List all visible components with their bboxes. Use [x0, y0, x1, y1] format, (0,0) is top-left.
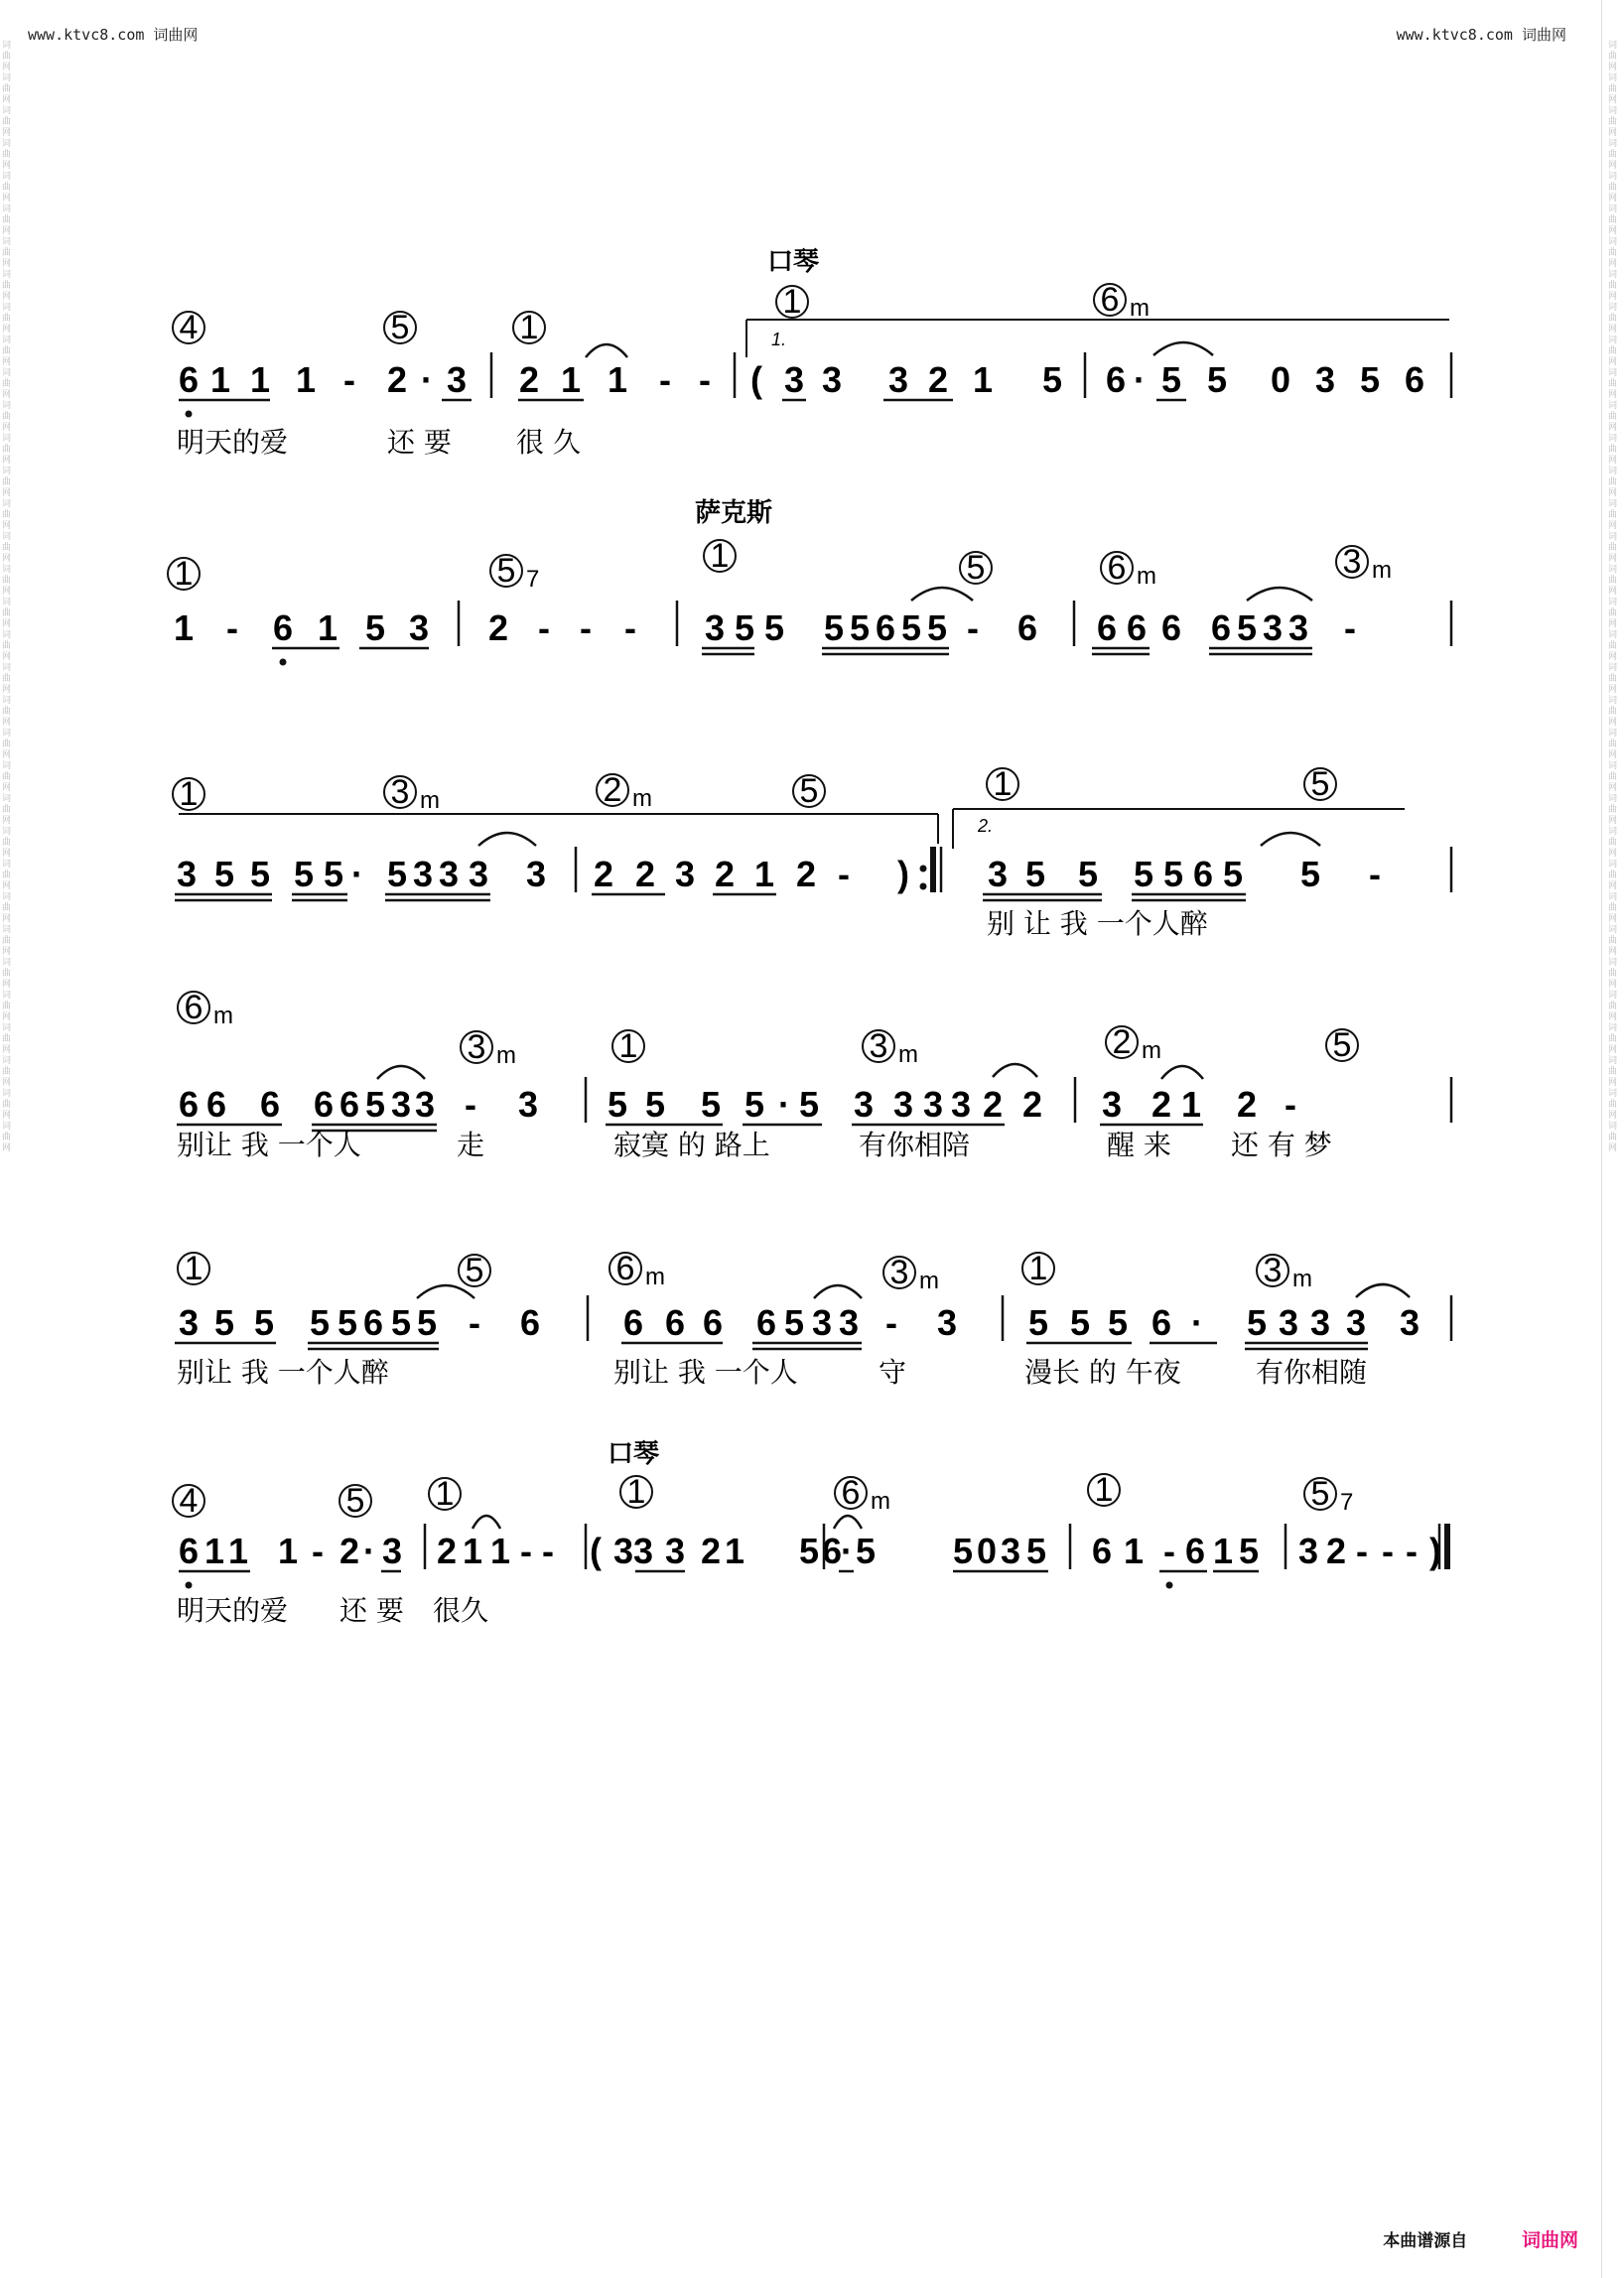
chord-root: 1	[435, 1475, 455, 1513]
volta-number: 2.	[978, 816, 994, 836]
note: 5	[337, 1302, 358, 1343]
chord-root: 1	[519, 309, 539, 346]
note: 1	[1180, 1084, 1202, 1125]
note: 3	[176, 854, 198, 894]
note: 1	[489, 1531, 511, 1571]
lyric: 漫长 的 午夜	[1024, 1356, 1181, 1389]
note: 5	[293, 854, 315, 894]
note: 5	[763, 607, 785, 648]
chord-quality: 7	[1340, 1489, 1354, 1516]
chord-root: 3	[1342, 543, 1362, 581]
chord-root: 6	[1107, 549, 1127, 587]
note: 3	[390, 1084, 412, 1125]
note: 6	[178, 1084, 200, 1125]
note: 6	[519, 1302, 541, 1343]
note: 6	[1210, 607, 1232, 648]
note: 5	[309, 1302, 331, 1343]
note: 3	[892, 1084, 914, 1125]
chord-root: 3	[467, 1028, 486, 1066]
chord-root: 1	[618, 1027, 638, 1065]
note: 3	[1278, 1302, 1299, 1343]
note: -	[699, 359, 711, 400]
header-right-site: www.ktvc8.com 词曲网	[1396, 26, 1566, 44]
note: 3	[936, 1302, 958, 1343]
note: -	[520, 1531, 532, 1571]
note: 2	[518, 359, 540, 400]
note: -	[469, 1302, 480, 1343]
note: )	[897, 854, 909, 894]
note: 3	[468, 854, 489, 894]
slur	[478, 833, 536, 846]
note: 0	[976, 1531, 998, 1571]
note: 6	[755, 1302, 777, 1343]
note: 1	[317, 607, 338, 648]
note: 5	[390, 1302, 412, 1343]
note: 3	[381, 1531, 403, 1571]
note: 6	[313, 1084, 335, 1125]
note: -	[838, 854, 850, 894]
note: 1	[1123, 1531, 1145, 1571]
octave-dot	[186, 1582, 193, 1589]
note: 5	[249, 854, 271, 894]
chord-root: 5	[390, 309, 410, 346]
note: 5	[1024, 854, 1046, 894]
note: 3	[612, 1531, 634, 1571]
note: 5	[926, 607, 948, 648]
note: (	[750, 359, 762, 400]
lyric: 还 有 梦	[1231, 1129, 1332, 1161]
note: -	[1406, 1531, 1418, 1571]
repeat-dot	[920, 883, 927, 890]
note: 3	[674, 854, 696, 894]
chord-quality: m	[871, 1488, 890, 1515]
note: 5	[855, 1531, 877, 1571]
chord-root: 5	[345, 1482, 365, 1520]
note: 3	[525, 854, 547, 894]
note: 2	[436, 1531, 458, 1571]
lyric: 寂寞 的 路上	[613, 1129, 770, 1161]
note: 3	[1309, 1302, 1331, 1343]
lyric: 别 让 我 一个人醉	[987, 907, 1208, 940]
note: -	[343, 359, 355, 400]
lyric: 还 要	[387, 426, 452, 459]
note: 5	[1238, 1531, 1260, 1571]
note: -	[1382, 1531, 1394, 1571]
footer	[1383, 2225, 1578, 2252]
chord-root: 5	[1310, 765, 1330, 803]
note: -	[538, 607, 550, 648]
chord-root: 4	[179, 309, 199, 346]
slur	[1161, 1066, 1203, 1079]
chord-quality: m	[919, 1268, 939, 1294]
slur	[814, 1285, 862, 1298]
note: 1	[209, 359, 231, 400]
note: 3	[408, 607, 430, 648]
note: 6	[259, 1084, 281, 1125]
note: 6	[1126, 607, 1148, 648]
note: 5	[1077, 854, 1099, 894]
note: 3	[1314, 359, 1336, 400]
chord-root: 1	[179, 775, 199, 813]
chord-quality: m	[898, 1041, 918, 1068]
slur	[993, 1064, 1037, 1077]
note: 2	[1021, 1084, 1043, 1125]
lyric: 醒 来	[1107, 1129, 1171, 1161]
lyric: 还 要	[339, 1594, 404, 1627]
slur	[586, 344, 627, 357]
chord-quality: m	[1130, 295, 1150, 322]
note: 5	[364, 607, 386, 648]
note: 6	[664, 1302, 686, 1343]
note: 2	[386, 359, 408, 400]
chord-root: 1	[184, 1250, 203, 1287]
note: ·	[363, 1531, 375, 1571]
note: -	[1344, 607, 1356, 648]
note: 2	[593, 854, 614, 894]
chord-root: 5	[496, 552, 516, 590]
note: 6	[338, 1084, 360, 1125]
lyric: 有你相随	[1256, 1356, 1368, 1389]
note: 2	[714, 854, 736, 894]
lyric: 很久	[433, 1594, 489, 1627]
note: 2	[982, 1084, 1004, 1125]
note: 5	[364, 1084, 386, 1125]
slur	[1153, 342, 1213, 355]
note: 6	[205, 1084, 227, 1125]
chord-quality: m	[1292, 1266, 1312, 1292]
note: 1	[227, 1531, 249, 1571]
chord-root: 5	[966, 549, 986, 587]
chord-root: 2	[603, 771, 622, 809]
note: 6	[1150, 1302, 1172, 1343]
note: 2	[795, 854, 817, 894]
note: -	[1369, 854, 1381, 894]
note: 3	[1101, 1084, 1123, 1125]
slur	[1247, 588, 1312, 601]
note: 3	[704, 607, 726, 648]
note: 2	[927, 359, 949, 400]
note: 5	[644, 1084, 666, 1125]
note: 5	[607, 1084, 628, 1125]
note: 6	[272, 607, 294, 648]
note: 3	[1297, 1531, 1319, 1571]
note: 6	[622, 1302, 644, 1343]
note: 1	[249, 359, 271, 400]
note: 1	[1212, 1531, 1234, 1571]
note: 2	[1150, 1084, 1172, 1125]
note: 3	[922, 1084, 944, 1125]
lyric: 别让 我 一个人	[613, 1356, 798, 1389]
note: 2	[1325, 1531, 1347, 1571]
chord-quality: 7	[526, 566, 540, 593]
note: 6	[178, 359, 200, 400]
note: 5	[1069, 1302, 1091, 1343]
footer-source-label: 本曲谱源自	[1383, 2231, 1468, 2250]
note: 5	[798, 1531, 820, 1571]
lyric: 别让 我 一个人	[177, 1129, 361, 1161]
note: 5	[1222, 854, 1244, 894]
footer-brand[interactable]: 词曲网	[1521, 2230, 1578, 2251]
note: ·	[841, 1531, 853, 1571]
slur	[1356, 1284, 1410, 1297]
chord-root: 3	[1263, 1252, 1283, 1289]
note: 3	[838, 1302, 860, 1343]
header-left-site: www.ktvc8.com 词曲网	[28, 26, 199, 44]
note: 5	[1246, 1302, 1268, 1343]
note: 5	[734, 607, 755, 648]
chord-root: 6	[1100, 281, 1120, 319]
note: -	[465, 1084, 476, 1125]
lyric: 别让 我 一个人醉	[177, 1356, 389, 1389]
note: 3	[438, 854, 460, 894]
chord-quality: m	[1142, 1037, 1161, 1064]
chord-root: 6	[184, 989, 203, 1026]
chord-quality: m	[1372, 557, 1392, 584]
note: 6	[875, 607, 896, 648]
note: -	[226, 607, 238, 648]
chord-root: 4	[179, 1482, 199, 1520]
note: 5	[1206, 359, 1228, 400]
note: ·	[351, 854, 363, 894]
chord-root: 3	[869, 1027, 888, 1065]
note: 5	[744, 1084, 765, 1125]
note: 1	[173, 607, 195, 648]
note: -	[885, 1302, 897, 1343]
chord-quality: m	[213, 1003, 233, 1029]
chord-root: 1	[626, 1473, 646, 1511]
note: 5	[700, 1084, 722, 1125]
note: 1	[277, 1531, 299, 1571]
note: 2	[487, 607, 509, 648]
note: 5	[1160, 359, 1182, 400]
note: -	[1356, 1531, 1368, 1571]
note: 3	[783, 359, 805, 400]
lyric: 有你相陪	[859, 1129, 971, 1161]
note: 5	[952, 1531, 974, 1571]
chord-root: 5	[1332, 1026, 1352, 1064]
chord-root: 1	[710, 537, 730, 575]
instrument-label: 口琴	[767, 247, 820, 277]
note: )	[1429, 1531, 1441, 1571]
note: 5	[1133, 854, 1154, 894]
slur	[377, 1066, 425, 1079]
note: -	[580, 607, 592, 648]
slur	[1261, 833, 1320, 846]
chord-root: 3	[889, 1254, 909, 1291]
note: 1	[607, 359, 628, 400]
note: 5	[1041, 359, 1063, 400]
note: 6	[1192, 854, 1214, 894]
chord-quality: m	[645, 1264, 665, 1290]
instrument-label: 口琴	[608, 1439, 660, 1469]
note: 6	[821, 1531, 843, 1571]
watermark-left: 词曲网词曲网词曲网词曲网词曲网词曲网词曲网词曲网词曲网词曲网词曲网词曲网词曲网词曲网词曲网词曲网词曲网词曲网词曲网词曲网词曲网词曲网词曲网词曲网词曲网词曲网词曲网词曲网词曲网词曲网词曲网词曲网词曲网词曲网	[2, 40, 12, 1152]
note: 5	[1162, 854, 1184, 894]
note: 5	[1359, 359, 1381, 400]
chord-quality: m	[632, 785, 652, 812]
note: -	[1285, 1084, 1296, 1125]
note: 2	[634, 854, 656, 894]
chord-quality: m	[496, 1042, 516, 1069]
note: 1	[972, 359, 994, 400]
repeat-dot	[920, 866, 927, 872]
note: 1	[724, 1531, 745, 1571]
note: -	[1163, 1531, 1175, 1571]
note: 3	[632, 1531, 654, 1571]
chord-root: 6	[615, 1250, 635, 1287]
watermark-right: 词曲网词曲网词曲网词曲网词曲网词曲网词曲网词曲网词曲网词曲网词曲网词曲网词曲网词曲网词曲网词曲网词曲网词曲网词曲网词曲网词曲网词曲网词曲网词曲网词曲网词曲网词曲网词曲网词曲网词曲网词曲网词曲网词曲网词曲网	[1608, 40, 1618, 1152]
note: 5	[1299, 854, 1321, 894]
volta-number: 1.	[771, 330, 787, 349]
slur	[834, 1516, 862, 1529]
note: 1	[560, 359, 582, 400]
chord-root: 2	[1112, 1023, 1132, 1061]
note: ·	[778, 1084, 790, 1125]
note: 3	[517, 1084, 539, 1125]
chord-root: 1	[782, 283, 802, 321]
note: 5	[253, 1302, 275, 1343]
note: ·	[1134, 359, 1146, 400]
note: 5	[1027, 1302, 1049, 1343]
note: 6	[362, 1302, 384, 1343]
chord-root: 1	[993, 765, 1013, 803]
chord-root: 1	[1094, 1471, 1114, 1509]
note: 2	[1236, 1084, 1258, 1125]
chord-root: 1	[174, 555, 194, 593]
note: 3	[987, 854, 1009, 894]
octave-dot	[1166, 1582, 1173, 1589]
note: 6	[1404, 359, 1425, 400]
note: 5	[823, 607, 845, 648]
chord-quality: m	[420, 787, 440, 814]
note: 3	[853, 1084, 875, 1125]
note: 5	[416, 1302, 438, 1343]
note: 3	[412, 854, 434, 894]
note: 1	[295, 359, 317, 400]
lyric: 明天的爱	[177, 1594, 289, 1627]
note: 1	[462, 1531, 483, 1571]
slur	[473, 1516, 500, 1529]
slur	[911, 588, 973, 601]
note: 3	[446, 359, 468, 400]
note: 5	[386, 854, 408, 894]
lyric: 守	[879, 1356, 907, 1389]
note: 3	[887, 359, 909, 400]
note: 5	[213, 1302, 235, 1343]
instrument-label: 萨克斯	[695, 498, 773, 528]
chord-quality: m	[1137, 563, 1156, 590]
chord-root: 5	[465, 1252, 484, 1289]
note: 5	[213, 854, 235, 894]
note: 1	[203, 1531, 225, 1571]
note: 3	[414, 1084, 436, 1125]
note: 1	[753, 854, 775, 894]
note: -	[659, 359, 671, 400]
note: 6	[1184, 1531, 1206, 1571]
octave-dot	[280, 659, 287, 666]
note: 3	[1399, 1302, 1421, 1343]
octave-dot	[186, 411, 193, 418]
note: 3	[1287, 607, 1309, 648]
lyric: 明天的爱	[177, 426, 289, 459]
note: 3	[950, 1084, 972, 1125]
note: 5	[798, 1084, 820, 1125]
note: 6	[1016, 607, 1038, 648]
note: 3	[821, 359, 843, 400]
chord-root: 5	[1310, 1475, 1330, 1513]
note: 5	[1025, 1531, 1047, 1571]
note: 5	[323, 854, 344, 894]
note: 5	[1236, 607, 1258, 648]
note: 6	[1160, 607, 1182, 648]
note: 5	[900, 607, 922, 648]
note: -	[624, 607, 636, 648]
note: 3	[1345, 1302, 1367, 1343]
note: 6	[178, 1531, 200, 1571]
note: -	[542, 1531, 554, 1571]
note: 5	[1107, 1302, 1129, 1343]
note: 3	[811, 1302, 833, 1343]
note: 6	[1105, 359, 1127, 400]
note: 5	[783, 1302, 805, 1343]
note: 3	[664, 1531, 686, 1571]
note: (	[590, 1531, 602, 1571]
note: 2	[700, 1531, 722, 1571]
note: ·	[421, 359, 433, 400]
chord-root: 1	[1028, 1250, 1048, 1287]
note: 6	[1096, 607, 1118, 648]
note: 6	[1091, 1531, 1113, 1571]
note: 2	[338, 1531, 360, 1571]
chord-root: 5	[799, 772, 819, 810]
note: ·	[1191, 1302, 1203, 1343]
note: 3	[1000, 1531, 1021, 1571]
lyric: 很 久	[516, 426, 581, 459]
note: 5	[849, 607, 871, 648]
note: -	[312, 1531, 324, 1571]
chord-root: 6	[841, 1474, 861, 1512]
chord-root: 3	[390, 773, 410, 811]
note: 6	[702, 1302, 724, 1343]
note: 0	[1270, 359, 1291, 400]
note: 3	[178, 1302, 200, 1343]
note: -	[967, 607, 979, 648]
lyric: 走	[457, 1129, 485, 1161]
note: 3	[1262, 607, 1284, 648]
